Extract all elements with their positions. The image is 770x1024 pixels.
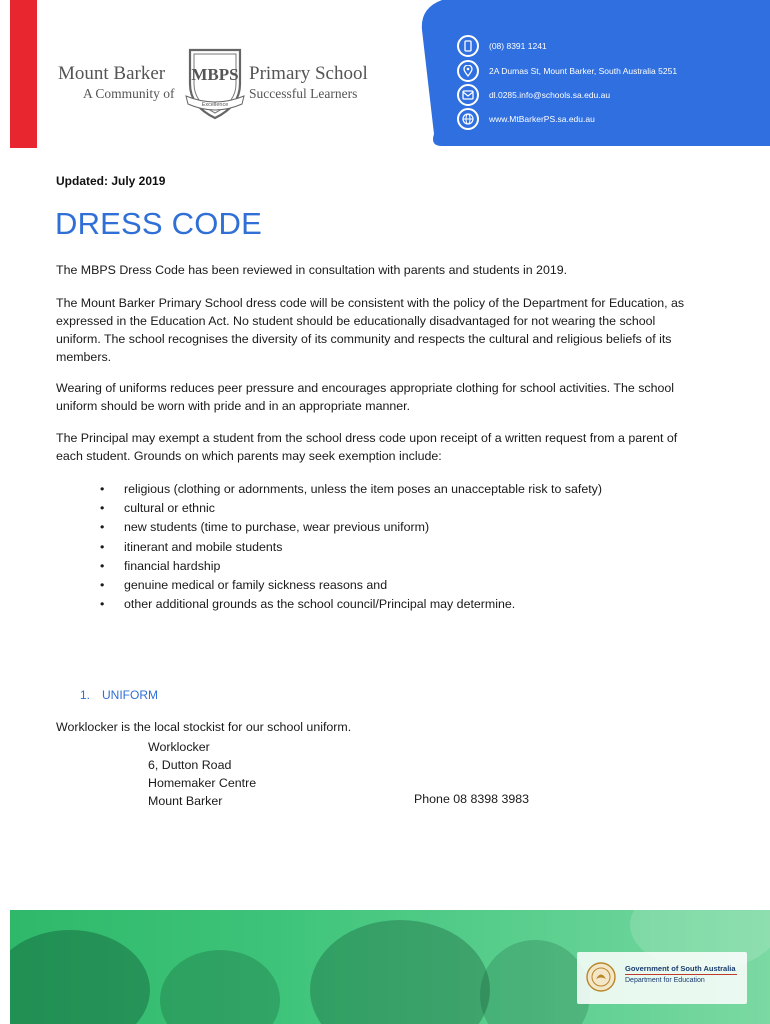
government-crest-icon <box>585 960 617 994</box>
list-item: • genuine medical or family sickness reasons and <box>100 576 602 595</box>
bullet-mark: • <box>100 520 105 535</box>
section-number: 1. <box>80 688 91 702</box>
address-line: Mount Barker <box>148 794 223 808</box>
contact-email <box>457 84 610 106</box>
page-title: DRESS CODE <box>55 206 262 241</box>
list-item: • new students (time to purchase, wear previous uniform) <box>100 518 602 537</box>
paragraph-policy: The Mount Barker Primary School dress code will be consistent with the policy of the Department for Education, as expressed in the Education Act. No student should be educationally disadvantaged for not wearing the school uniform. The school recognises the diversity of its community and respects the cultural and religious beliefs of its members. <box>56 296 685 364</box>
list-item: • cultural or ethnic <box>100 499 602 518</box>
paragraph-uniform-purpose: Wearing of uniforms reduces peer pressure and encourages appropriate clothing for school activities. The school uniform should be worn with pride and in an appropriate manner. <box>56 381 675 413</box>
paragraph-exemptions: The Principal may exempt a student from the school dress code upon receipt of a written request from a parent of each student. Grounds on which parents may seek exemption include: <box>56 431 678 463</box>
crest-ribbon-text: Excellence <box>201 102 229 108</box>
contact-address <box>457 60 677 82</box>
list-item: • itinerant and mobile students <box>100 538 602 557</box>
gov-line-2: Department for Education <box>625 977 705 984</box>
stockist-phone: Phone 08 8398 3983 <box>414 792 530 806</box>
list-item: • other additional grounds as the school council/Principal may determine. <box>100 595 602 614</box>
logo-right-name: Primary School <box>249 63 368 84</box>
stockist-address <box>148 738 256 810</box>
list-item: • financial hardship <box>100 557 602 576</box>
contact-panel <box>420 0 770 146</box>
crest-text: MBPS <box>191 65 239 84</box>
address-line: Homemaker Centre <box>148 776 257 790</box>
paragraph-intro: The MBPS Dress Code has been reviewed in consultation with parents and students in 2019. <box>56 263 568 277</box>
phone-icon <box>457 35 479 57</box>
bullet-mark: • <box>100 558 105 573</box>
email-icon <box>457 84 479 106</box>
contact-phone <box>457 35 547 57</box>
contact-website <box>457 108 595 130</box>
bullet-mark: • <box>100 482 105 496</box>
contact-phone-text: (08) 8391 1241 <box>489 41 547 51</box>
school-logo <box>58 44 388 124</box>
bullet-mark: • <box>100 578 105 593</box>
logo-left-tagline: A Community of <box>83 86 175 101</box>
globe-icon <box>457 108 479 130</box>
footer-banner <box>10 910 770 1024</box>
list-item: • religious (clothing or adornments, unless the item poses an unacceptable risk to safety) <box>100 480 602 499</box>
red-accent-bar <box>10 0 37 148</box>
school-crest-icon <box>184 44 246 124</box>
contact-email-text[interactable]: dl.0285.info@schools.sa.edu.au <box>489 90 611 100</box>
government-badge <box>577 952 747 1004</box>
stockist-intro: Worklocker is the local stockist for our school uniform. <box>56 720 352 734</box>
location-icon <box>457 60 479 82</box>
section-title: UNIFORM <box>102 688 159 702</box>
section-heading-uniform <box>80 688 158 702</box>
contact-address-text: 2A Dumas St, Mount Barker, South Australia 5251 <box>489 66 678 76</box>
bullet-mark: • <box>100 597 105 612</box>
contact-website-text[interactable]: www.MtBarkerPS.sa.edu.au <box>489 114 595 124</box>
address-line: 6, Dutton Road <box>148 758 232 772</box>
exemption-list <box>100 480 602 614</box>
bullet-mark: • <box>100 539 105 554</box>
gov-line-1: Government of South Australia <box>625 964 736 973</box>
bullet-mark: • <box>100 501 105 516</box>
logo-left-name: Mount Barker <box>58 63 166 84</box>
address-line: Worklocker <box>148 740 210 754</box>
logo-right-tagline: Successful Learners <box>249 86 358 101</box>
updated-date: Updated: July 2019 <box>56 174 166 188</box>
